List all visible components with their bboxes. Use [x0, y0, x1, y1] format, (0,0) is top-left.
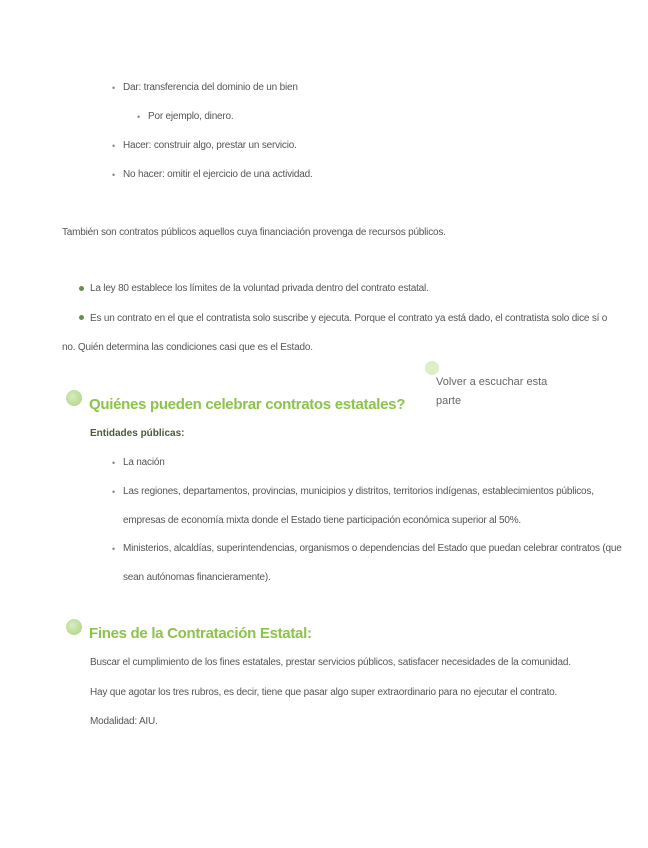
bullet-dot [79, 286, 84, 291]
bullet-ley80: La ley 80 establece los límites de la voluntad privada dentro del contrato estatal. [90, 283, 429, 294]
bullet-contract-line2: no. Quién determina las condiciones casi que es el Estado. [62, 342, 313, 353]
list-item-dar: Dar: transferencia del dominio de un bien [123, 82, 298, 93]
list-dash: • [112, 458, 116, 468]
list-dash: • [112, 141, 116, 151]
list-item-regiones-line2: empresas de economía mixta donde el Estado tiene participación económica superior al 50%. [123, 515, 521, 526]
list-item-regiones-line1: Las regiones, departamentos, provincias, municipios y distritos, territorios indígenas, establecimientos públicos, [123, 486, 594, 497]
fines-paragraph-1: Buscar el cumplimiento de los fines estatales, prestar servicios públicos, satisfacer necesidades de la comunidad. [90, 657, 571, 668]
fines-paragraph-2: Hay que agotar los tres rubros, es decir, tiene que pasar algo super extraordinario para no ejecutar el contrato. [90, 687, 558, 698]
list-item-nacion: La nación [123, 457, 165, 468]
bullet-contract-line1: Es un contrato en el que el contratista solo suscribe y ejecuta. Porque el contrato ya está dado, el contratista solo dice sí o [90, 313, 608, 324]
list-dash: • [112, 170, 116, 180]
list-dash: • [112, 83, 116, 93]
list-dash: • [112, 487, 116, 497]
section-marker-icon [66, 619, 82, 635]
list-dash: • [137, 112, 141, 122]
list-item-dar-example: Por ejemplo, dinero. [148, 111, 234, 122]
paragraph-public-contracts: También son contratos públicos aquellos cuya financiación provenga de recursos públicos. [62, 227, 446, 238]
section-title-quienes: Quiénes pueden celebrar contratos estatales? [89, 396, 406, 413]
list-item-ministerios-line1: Ministerios, alcaldías, superintendencias, organismos o dependencias del Estado que puedan celebrar contratos (que [123, 543, 622, 554]
fines-paragraph-3: Modalidad: AIU. [90, 716, 158, 727]
list-dash: • [112, 544, 116, 554]
section-title-fines: Fines de la Contratación Estatal: [89, 625, 312, 642]
section-subtitle-entidades: Entidades públicas: [90, 428, 185, 439]
bullet-dot [79, 315, 84, 320]
side-note-label[interactable]: Volver a escuchar esta parte [436, 376, 548, 407]
list-item-ministerios-line2: sean autónomas financieramente). [123, 572, 271, 583]
section-marker-icon [66, 390, 82, 406]
list-item-no-hacer: No hacer: omitir el ejercicio de una actividad. [123, 169, 313, 180]
list-item-hacer: Hacer: construir algo, prestar un servicio. [123, 140, 297, 151]
